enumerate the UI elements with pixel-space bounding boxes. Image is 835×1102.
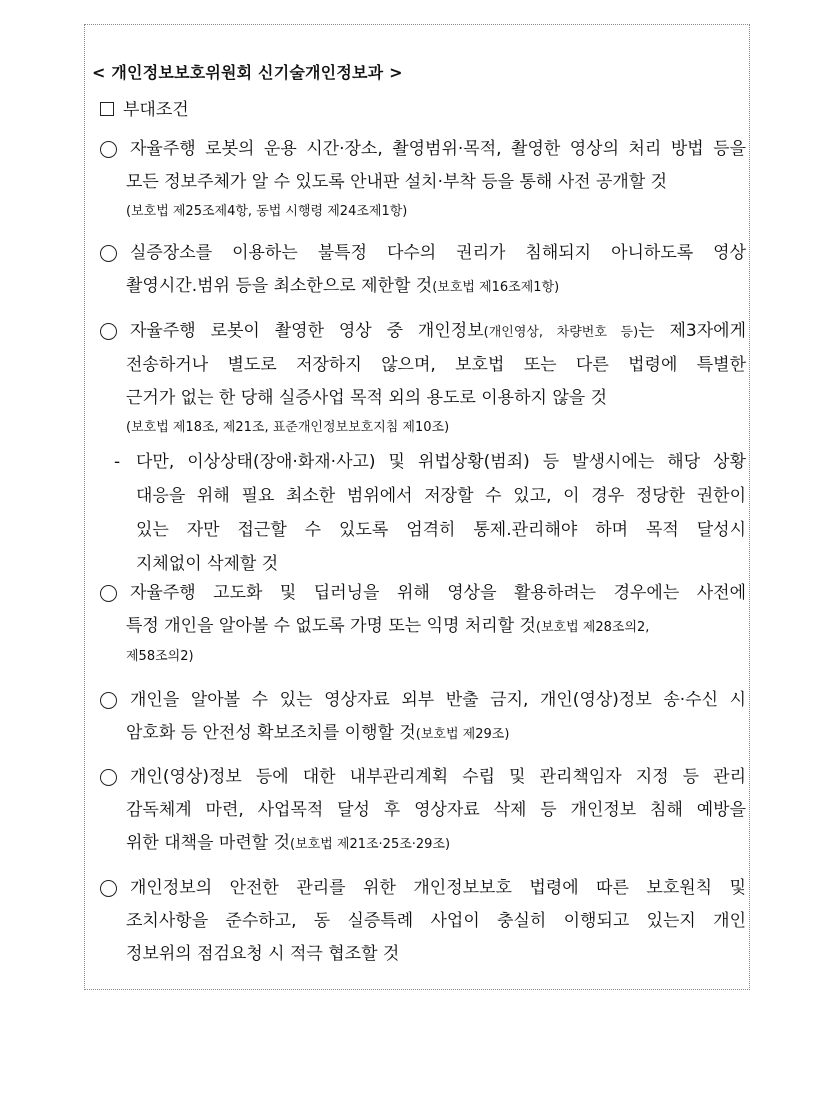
condition-line: 개인을 알아볼 수 있는 영상자료 외부 반출 금지, 개인(영상)정보 송·수신 시 bbox=[130, 690, 746, 710]
condition-subclause bbox=[114, 445, 746, 581]
legal-reference-cont: 제58조의2) bbox=[126, 649, 194, 664]
condition-line: 개인(영상)정보 등에 대한 내부관리계획 수립 및 관리책임자 지정 등 관리 bbox=[130, 767, 746, 787]
circle-bullet-icon bbox=[100, 769, 117, 786]
condition-line-mixed bbox=[100, 315, 746, 349]
dash-marker: - bbox=[114, 452, 121, 472]
legal-reference: (보호법 제25조제4항, 동법 시행령 제24조제1항) bbox=[126, 204, 408, 219]
condition-item-3 bbox=[100, 315, 746, 441]
circle-bullet-icon bbox=[100, 692, 117, 709]
condition-line-tail: 는 제3자에게 bbox=[638, 321, 746, 341]
subclause-line: 있는 자만 접근할 수 있도록 엄격히 통제.관리해야 하며 목적 달성시 bbox=[136, 520, 746, 540]
condition-line: 근거가 없는 한 당해 실증사업 목적 외의 용도로 이용하지 않을 것 bbox=[126, 388, 608, 408]
condition-line-text: 촬영시간.범위 등을 최소한으로 제한할 것 bbox=[126, 276, 433, 296]
checkbox-square-icon bbox=[100, 102, 114, 116]
condition-line: 정보위의 점검요청 시 적극 협조할 것 bbox=[126, 944, 400, 964]
section-heading bbox=[100, 95, 189, 120]
condition-line: 자율주행 고도화 및 딥러닝을 위해 영상을 활용하려는 경우에는 사전에 bbox=[130, 583, 746, 603]
circle-bullet-icon bbox=[100, 880, 117, 897]
subclause-line: 다만, 이상상태(장애·화재·사고) 및 위법상황(범죄) 등 발생시에는 해당 상황 bbox=[136, 452, 746, 472]
legal-reference: (보호법 제21조·25조·29조) bbox=[290, 837, 451, 852]
condition-line-with-ref bbox=[100, 717, 746, 751]
condition-line-text: 특정 개인을 알아볼 수 없도록 가명 또는 익명 처리할 것 bbox=[126, 616, 536, 636]
circle-bullet-icon bbox=[100, 141, 117, 158]
condition-line: 실증장소를 이용하는 불특정 다수의 권리가 침해되지 아니하도록 영상 bbox=[130, 243, 746, 263]
condition-item-6 bbox=[100, 761, 746, 861]
condition-item-4 bbox=[100, 577, 746, 670]
legal-reference: (보호법 제28조의2, bbox=[535, 620, 650, 635]
condition-line-with-ref bbox=[100, 610, 746, 644]
legal-reference: (보호법 제18조, 제21조, 표준개인정보보호지침 제10조) bbox=[126, 420, 450, 435]
condition-item-2 bbox=[100, 237, 746, 304]
subclause-line: 대응을 위해 필요 최소한 범위에서 저장할 수 있고, 이 경우 정당한 권한이 bbox=[136, 486, 746, 506]
condition-line-text: 위한 대책을 마련할 것 bbox=[126, 833, 291, 853]
condition-line-with-ref bbox=[100, 270, 746, 304]
condition-line: 모든 정보주체가 알 수 있도록 안내판 설치·부착 등을 통해 사전 공개할 것 bbox=[126, 172, 668, 192]
condition-line-with-ref bbox=[100, 827, 746, 861]
condition-line: 조치사항을 준수하고, 동 실증특례 사업이 충실히 이행되고 있는지 개인 bbox=[126, 911, 746, 931]
condition-line: 개인정보의 안전한 관리를 위한 개인정보보호 법령에 따른 보호원칙 및 bbox=[130, 878, 746, 898]
subclause-line: 지체없이 삭제할 것 bbox=[136, 554, 279, 574]
legal-reference: (보호법 제29조) bbox=[415, 727, 510, 742]
condition-line: 전송하거나 별도로 저장하지 않으며, 보호법 또는 다른 법령에 특별한 bbox=[126, 355, 746, 375]
condition-line-text: 암호화 등 안전성 확보조치를 이행할 것 bbox=[126, 723, 416, 743]
circle-bullet-icon bbox=[100, 323, 117, 340]
circle-bullet-icon bbox=[100, 585, 117, 602]
condition-line-text: 자율주행 로봇이 촬영한 영상 중 개인정보 bbox=[130, 321, 484, 341]
condition-item-5 bbox=[100, 684, 746, 751]
circle-bullet-icon bbox=[100, 245, 117, 262]
condition-line: 감독체계 마련, 사업목적 달성 후 영상자료 삭제 등 개인정보 침해 예방을 bbox=[126, 800, 746, 820]
section-heading-label: 부대조건 bbox=[123, 100, 189, 120]
condition-line: 자율주행 로봇의 운용 시간·장소, 촬영범위·목적, 촬영한 영상의 처리 방법 등을 bbox=[130, 139, 746, 159]
condition-item-1 bbox=[100, 133, 746, 225]
inline-note: (개인영상, 차량번호 등) bbox=[483, 325, 639, 340]
document-title: < 개인정보보호위원회 신기술개인정보과 > bbox=[92, 63, 403, 82]
legal-reference: (보호법 제16조제1항) bbox=[432, 280, 560, 295]
condition-item-7 bbox=[100, 872, 746, 971]
